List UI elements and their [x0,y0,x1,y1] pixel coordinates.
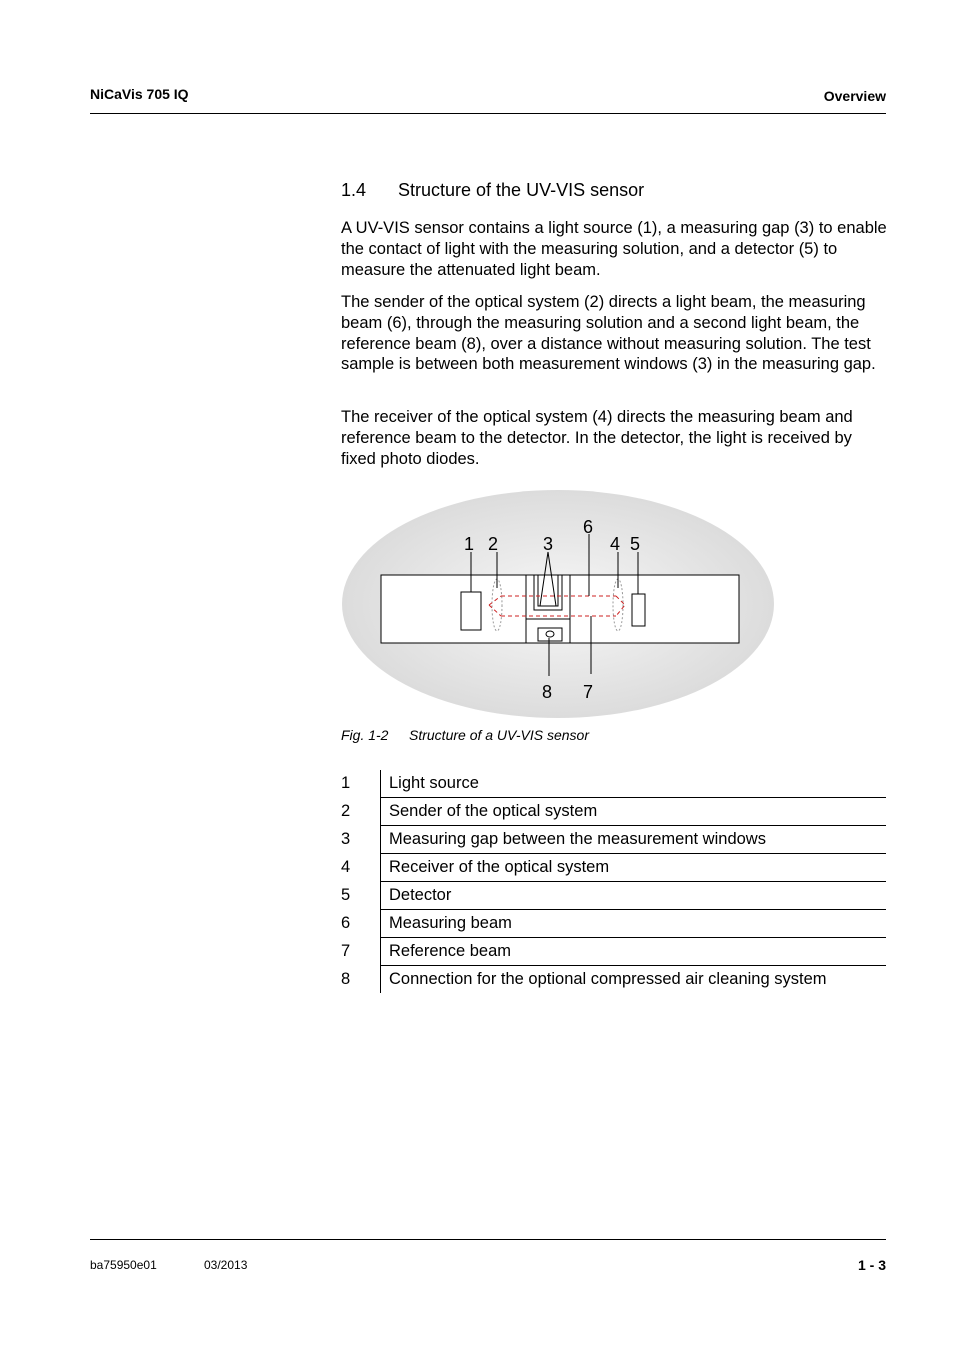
legend-row [338,910,886,938]
footer-rule [90,1239,886,1240]
footer-date: 03/2013 [204,1258,248,1272]
section-number: 1.4 [341,180,367,200]
legend-row [338,882,886,910]
callout-3: 3 [543,534,554,554]
figure-caption [341,727,589,743]
legend-number: 8 [338,966,381,994]
legend-text: Receiver of the optical system [381,854,887,882]
callout-6: 6 [583,517,594,537]
legend-number: 7 [338,938,381,966]
callout-4: 4 [610,534,621,554]
legend-row [338,826,886,854]
callout-5: 5 [630,534,641,554]
air-connection [538,628,562,641]
legend-text: Light source [389,774,479,792]
section-heading [341,180,644,201]
light-source [461,592,481,630]
legend-row [338,798,886,826]
callout-7: 7 [583,682,594,702]
legend-number: 6 [338,910,381,938]
footer-document-id: ba75950e01 [90,1258,157,1272]
legend-text: Sender of the optical system [381,798,887,826]
legend-number: 5 [338,882,381,910]
header-rule [90,113,886,114]
legend-text: Measuring beam [381,910,887,938]
paragraph-1: A UV-VIS sensor contains a light source (1), a measuring gap (3) to enable the contact of light with the measuring solution, and a detector (5) to measure the attenuated light beam. [341,219,887,279]
figure-legend-table [338,770,886,993]
legend-number: 4 [338,854,381,882]
legend-text: Connection for the optional compressed air cleaning system [381,966,887,994]
legend-number: 1 [338,770,381,798]
legend-row [338,938,886,966]
legend-text: Detector [381,882,887,910]
section-title: Structure of the UV-VIS sensor [398,180,645,200]
legend-text: Reference beam [381,938,887,966]
legend-number: 3 [338,826,381,854]
callout-8: 8 [542,682,553,702]
detector [632,594,645,626]
figure-caption-text: Structure of a UV-VIS sensor [409,727,589,743]
legend-text: Measuring gap between the measurement windows [381,826,887,854]
paragraph-3: The receiver of the optical system (4) directs the measuring beam and reference beam to the detector. In the detector, the light is received by fixed photo diodes. [341,408,853,468]
header-chapter-name: Overview [823,88,886,104]
figure-number: Fig. 1-2 [341,727,389,743]
legend-row [338,966,886,994]
callout-1: 1 [464,534,475,554]
callout-2: 2 [488,534,499,554]
header-product-name: NiCaVis 705 IQ [90,86,189,102]
legend-row [338,770,886,798]
legend-row [338,854,886,882]
paragraph-2: The sender of the optical system (2) directs a light beam, the measuring beam (6), through the measuring solution and a second light beam, the reference beam (8), over a distance without measuring solution. The test sample is between both measurement windows (3) in the measuring gap. [341,293,876,374]
footer-page-number: 1 - 3 [857,1257,886,1273]
sensor-structure-diagram [338,488,778,722]
legend-number: 2 [338,798,381,826]
